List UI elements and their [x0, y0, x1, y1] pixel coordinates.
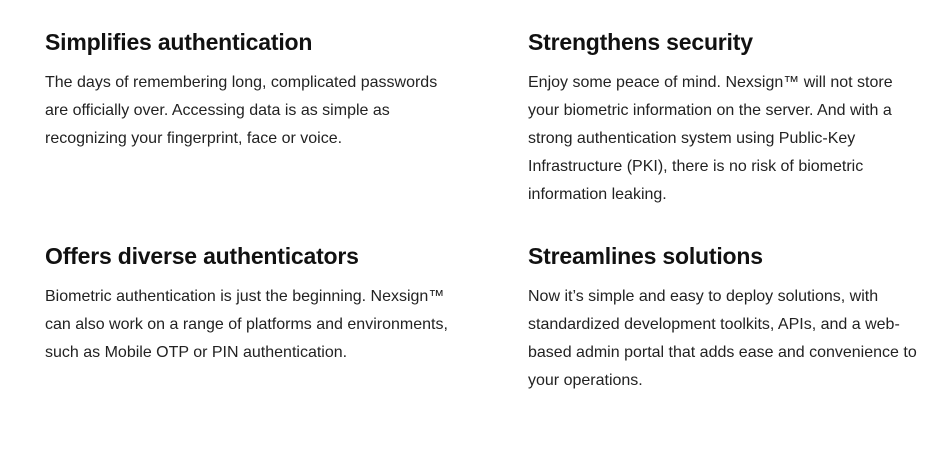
feature-title: Strengthens security	[528, 29, 753, 55]
feature-title: Offers diverse authenticators	[45, 243, 359, 269]
feature-strengthens-security	[528, 28, 928, 209]
feature-simplifies-authentication	[45, 28, 475, 153]
feature-title: Simplifies authentication	[45, 29, 313, 55]
feature-description: Enjoy some peace of mind. Nexsign™ will not store your biometric information on the server. And with a strong authentication system using Public-Key Infrastructure (PKI), there is no risk of biometric information leaking.	[528, 74, 893, 203]
feature-streamlines-solutions	[528, 242, 928, 395]
feature-description: Now it’s simple and easy to deploy solutions, with standardized development toolkits, APIs, and a web-based admin portal that adds ease and convenience to your operations.	[528, 288, 917, 389]
feature-offers-diverse-authenticators	[45, 242, 470, 367]
feature-description: Biometric authentication is just the beginning. Nexsign™ can also work on a range of platforms and environments, such as Mobile OTP or PIN authentication.	[45, 288, 448, 361]
feature-description: The days of remembering long, complicated passwords are officially over. Accessing data is as simple as recognizing your fingerprint, face or voice.	[45, 74, 438, 147]
feature-title: Streamlines solutions	[528, 243, 763, 269]
